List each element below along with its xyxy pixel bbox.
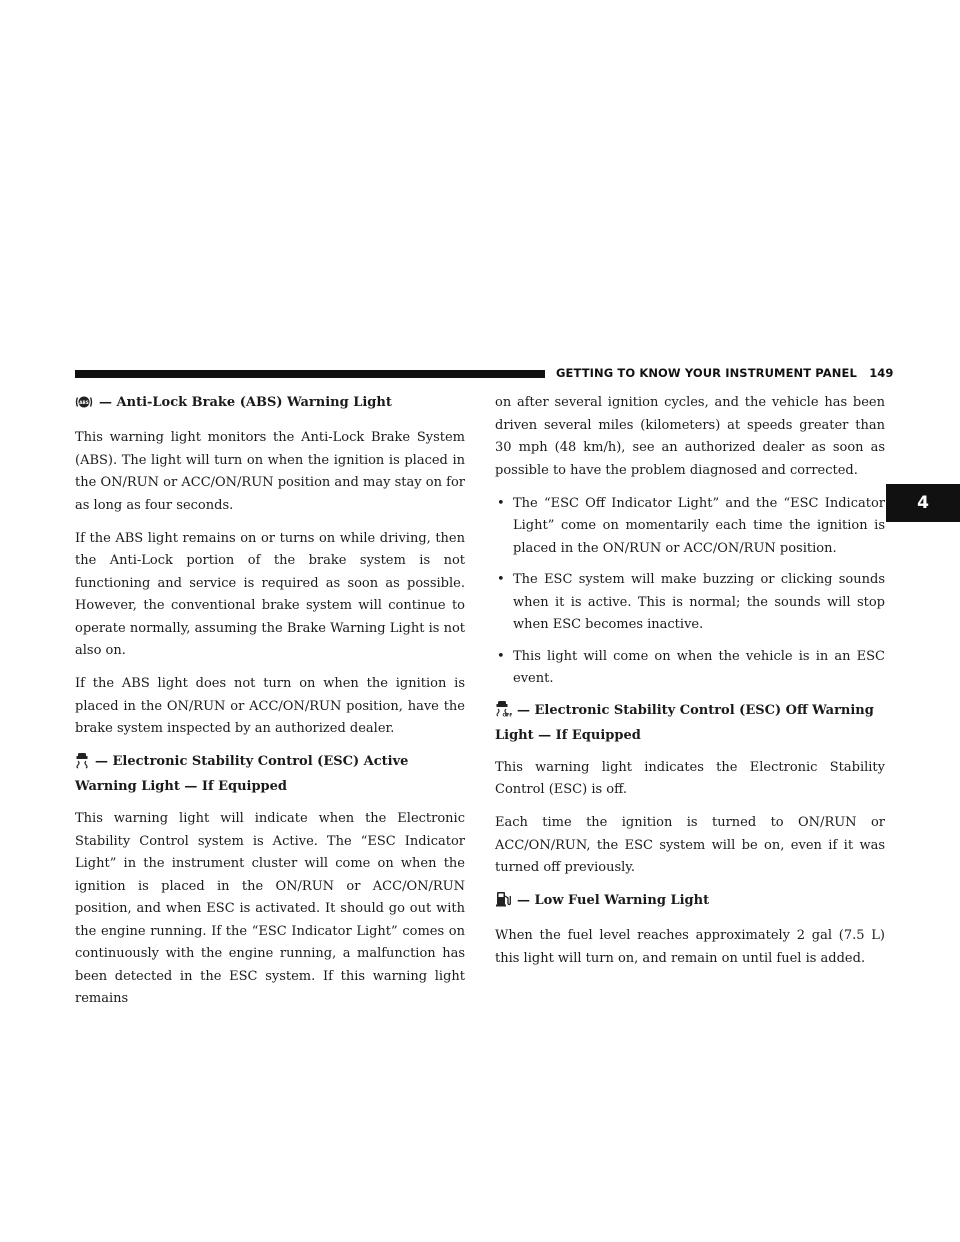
page-number: 149 bbox=[869, 366, 894, 380]
abs-warning-icon bbox=[75, 395, 93, 417]
esc-active-paragraph: This warning light will indicate when the Electronic Stability Control system is Active. The “ESC Indicator Light” in the instrument cluster will come on when the ignition is placed in the ON/RUN or ACC/ON/RUN position, and when ESC is activated. It should go out with the engine running. If the “ESC Indicator Light” comes on continuously with the engine running, a malfunction has been detected in the ESC system. If this warning light remains bbox=[75, 811, 465, 1006]
fuel-paragraph: When the fuel level reaches approximately 2 gal (7.5 L) this light will turn on, and remain on until fuel is added. bbox=[495, 928, 885, 966]
esc-active-heading-text: — Electronic Stability Control (ESC) Active Warning Light — If Equipped bbox=[75, 754, 409, 794]
esc-active-heading bbox=[75, 751, 465, 798]
fuel-heading-text: — Low Fuel Warning Light bbox=[517, 893, 710, 908]
running-header bbox=[556, 366, 894, 380]
left-column bbox=[75, 392, 465, 1021]
bullet-text: The ESC system will make buzzing or clicking sounds when it is active. This is normal; the sounds will stop when ESC becomes inactive. bbox=[513, 572, 885, 632]
low-fuel-icon bbox=[495, 890, 511, 915]
bullet-dot: • bbox=[497, 648, 505, 664]
svg-text:OFF: OFF bbox=[502, 713, 513, 718]
right-column bbox=[495, 392, 885, 981]
bullet-text: The “ESC Off Indicator Light” and the “ESC Indicator Light” come on momentarily each time the ignition is placed in the ON/RUN or ACC/ON/RUN position. bbox=[513, 495, 885, 556]
esc-bullet-list bbox=[495, 493, 885, 691]
section-title: GETTING TO KNOW YOUR INSTRUMENT PANEL bbox=[556, 366, 857, 380]
list-item bbox=[495, 569, 885, 637]
esc-off-heading bbox=[495, 700, 885, 747]
esc-off-icon bbox=[495, 700, 511, 725]
esc-off-paragraph-2: Each time the ignition is turned to ON/RUN or ACC/ON/RUN, the ESC system will be on, even if it was turned off previously. bbox=[495, 815, 885, 875]
bullet-dot: • bbox=[497, 572, 505, 587]
esc-off-paragraph-1: This warning light indicates the Electronic Stability Control (ESC) is off. bbox=[495, 759, 885, 797]
abs-heading bbox=[75, 392, 465, 417]
abs-heading-text: — Anti-Lock Brake (ABS) Warning Light bbox=[99, 395, 392, 410]
header-rule bbox=[75, 370, 545, 378]
bullet-dot: • bbox=[497, 495, 505, 511]
chapter-tab: 4 bbox=[886, 484, 960, 522]
svg-text:ABS: ABS bbox=[79, 399, 89, 405]
list-item bbox=[495, 493, 885, 561]
abs-paragraph-3: If the ABS light does not turn on when the ignition is placed in the ON/RUN or ACC/ON/RUN position, have the brake system inspected by an authorized dealer. bbox=[75, 676, 465, 736]
abs-paragraph-2: If the ABS light remains on or turns on while driving, then the Anti-Lock portion of the brake system is not functioning and service is required as soon as possible. However, the conventional brake system will continue to operate normally, assuming the Brake Warning Light is not also on. bbox=[75, 530, 465, 658]
list-item bbox=[495, 646, 885, 691]
esc-active-icon bbox=[75, 752, 89, 776]
bullet-text: This light will come on when the vehicle is in an ESC event. bbox=[513, 648, 885, 686]
esc-off-heading-text: — Electronic Stability Control (ESC) Off Warning Light — If Equipped bbox=[495, 702, 874, 743]
abs-paragraph-1: This warning light monitors the Anti-Lock Brake System (ABS). The light will turn on when the ignition is placed in the ON/RUN or ACC/ON/RUN position and may stay on for as long as four seconds. bbox=[75, 430, 465, 513]
fuel-heading bbox=[495, 890, 885, 915]
esc-continuation-paragraph: on after several ignition cycles, and the vehicle has been driven several miles (kilometers) at speeds greater than 30 mph (48 km/h), see an authorized dealer as soon as possible to have the problem diagnosed and corrected. bbox=[495, 395, 885, 478]
